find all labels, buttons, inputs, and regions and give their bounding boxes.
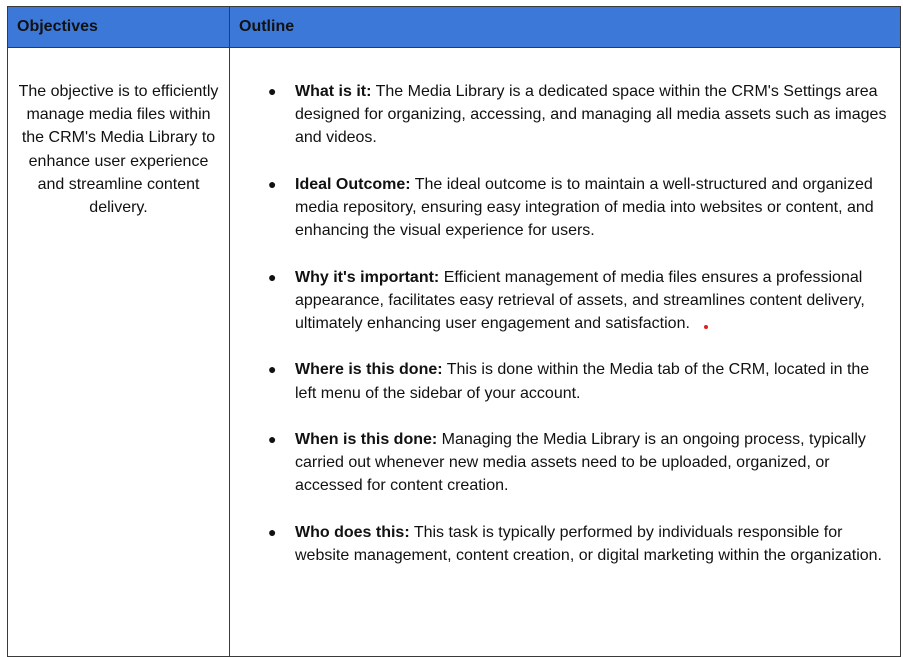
outline-item-who-does [230, 521, 894, 567]
objective-cell [8, 48, 230, 657]
outline-cell [230, 48, 901, 657]
bullet-icon: ● [268, 361, 277, 378]
bullet-icon: ● [268, 430, 277, 447]
outline-item-why-important [230, 266, 894, 336]
outline-item-label: When is this done: [295, 430, 438, 448]
red-marker-dot [704, 325, 708, 329]
outline-item-what-is-it [230, 80, 894, 150]
bullet-icon: ● [268, 523, 277, 540]
outline-item-text: This task is typically performed by individuals responsible for website management, content creation, or digital marketing within the organization. [295, 523, 882, 564]
bullet-icon: ● [268, 175, 277, 192]
objective-text: The objective is to efficiently manage media files within the CRM's Media Library to enhance user experience and streamline content delivery. [18, 83, 219, 217]
outline-item-text: Efficient management of media files ensures a professional appearance, facilitates easy retrieval of assets, and streamlines content delivery, ultimately enhancing user engagement and satisfaction. [295, 268, 865, 332]
objectives-header: Objectives [8, 7, 230, 48]
outline-item-label: What is it: [295, 83, 372, 100]
outline-item-text: The ideal outcome is to maintain a well-structured and organized media repository, ensuring easy integration of media into websites or content, and enhancing the visual experience for users. [295, 175, 874, 240]
outline-item-label: Who does this: [295, 523, 410, 541]
outline-item-when-done [230, 428, 894, 498]
outline-header: Outline [230, 7, 901, 48]
bullet-icon: ● [268, 268, 277, 285]
objectives-outline-table [7, 6, 901, 657]
outline-item-ideal-outcome [230, 173, 894, 243]
outline-item-label: Where is this done: [295, 361, 443, 379]
outline-item-label: Ideal Outcome: [295, 175, 411, 193]
outline-item-text: This is done within the Media tab of the CRM, located in the left menu of the sidebar of your account. [295, 361, 870, 402]
outline-item-text: The Media Library is a dedicated space within the CRM's Settings area designed for organizing, accessing, and managing all media assets such as images and videos. [295, 83, 887, 147]
bullet-icon: ● [268, 83, 277, 99]
outline-item-label: Why it's important: [295, 268, 440, 286]
table-header-row [8, 7, 901, 48]
outline-list [230, 80, 894, 567]
outline-item-text: Managing the Media Library is an ongoing process, typically carried out whenever new media assets need to be uploaded, organized, or accessed for content creation. [295, 430, 866, 495]
table-row [8, 48, 901, 657]
outline-item-where-done [230, 358, 894, 404]
